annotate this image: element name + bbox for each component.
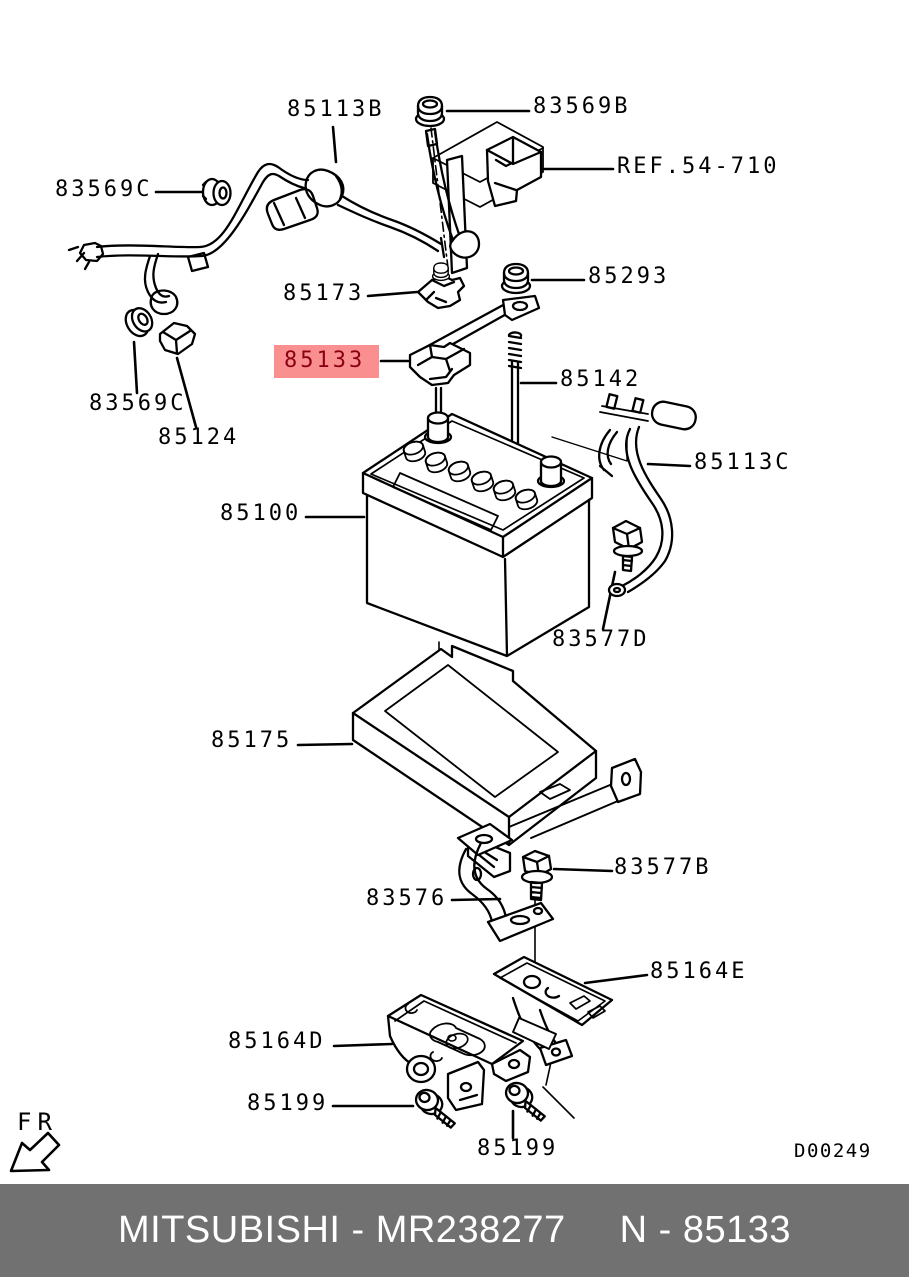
part-label-85293[interactable]: 85293 bbox=[588, 264, 670, 289]
drawing-number: D00249 bbox=[794, 1140, 872, 1162]
part-label-85124[interactable]: 85124 bbox=[158, 425, 240, 450]
part-label-85173[interactable]: 85173 bbox=[283, 281, 365, 306]
bolt-83577D bbox=[613, 521, 642, 571]
negative-cable-85113C bbox=[599, 394, 698, 596]
bolt-83577B bbox=[522, 851, 552, 900]
footer-bar bbox=[0, 1184, 909, 1277]
part-label-ref-54-710[interactable]: REF.54-710 bbox=[617, 154, 780, 179]
part-label-83577B[interactable]: 83577B bbox=[614, 855, 712, 880]
fr-arrow bbox=[11, 1133, 59, 1171]
fr-orientation-label: FR bbox=[17, 1108, 58, 1136]
footer-part-ref: N - 85133 bbox=[619, 1209, 792, 1251]
part-label-85175[interactable]: 85175 bbox=[211, 728, 293, 753]
part-label-85164D[interactable]: 85164D bbox=[228, 1029, 326, 1054]
part-label-85199-lower[interactable]: 85199 bbox=[477, 1136, 559, 1161]
part-label-85100[interactable]: 85100 bbox=[220, 501, 302, 526]
part-label-85133-highlighted[interactable]: 85133 bbox=[274, 345, 379, 378]
clamp-85133-part bbox=[410, 343, 470, 414]
footer-brand-part: MITSUBISHI - MR238277 bbox=[117, 1209, 566, 1251]
nut-83569B bbox=[416, 97, 444, 146]
connector-85124 bbox=[160, 323, 195, 354]
nut-85293 bbox=[502, 264, 530, 293]
part-label-83569C-lower[interactable]: 83569C bbox=[89, 391, 187, 416]
grommet-83569C-upper bbox=[203, 179, 231, 205]
part-label-85164E[interactable]: 85164E bbox=[650, 959, 748, 984]
part-label-83577D[interactable]: 83577D bbox=[552, 627, 650, 652]
part-label-85113C[interactable]: 85113C bbox=[694, 450, 792, 475]
part-label-83569C-upper[interactable]: 83569C bbox=[55, 177, 153, 202]
part-label-85113B[interactable]: 85113B bbox=[287, 97, 385, 122]
part-label-85199-left[interactable]: 85199 bbox=[247, 1091, 329, 1116]
battery-85100 bbox=[363, 413, 592, 657]
part-label-83576[interactable]: 83576 bbox=[366, 886, 448, 911]
part-label-83569B[interactable]: 83569B bbox=[533, 94, 631, 119]
part-label-85142[interactable]: 85142 bbox=[560, 367, 642, 392]
